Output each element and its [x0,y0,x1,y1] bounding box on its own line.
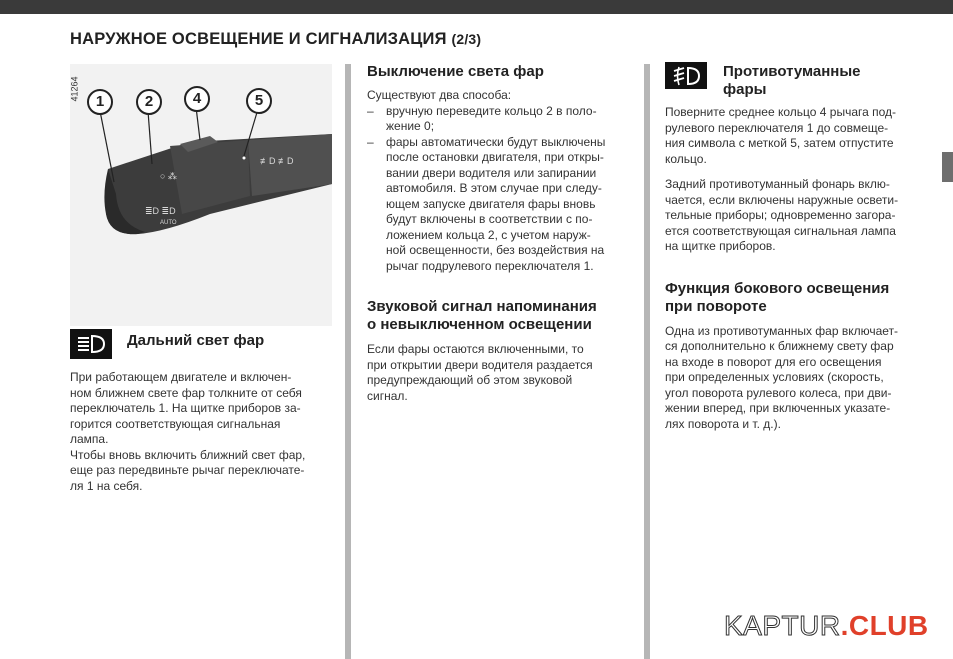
text-line: Задний противотуманный фонарь вклю- [665,177,890,191]
column-divider-1 [345,64,351,659]
svg-text:≣D ≣D: ≣D ≣D [145,206,176,216]
column-2 [367,63,629,404]
stalk-illustration [70,64,332,326]
reminder-heading [367,298,629,334]
heading-line: Функция бокового освещения [665,279,890,297]
auto-label: AUTO [160,220,177,226]
text-line: ется соответствующая сигнальная лампа [665,223,896,238]
text-line: на щитке приборов. [665,239,776,253]
text-line: еще раз передвиньте рычаг переключате- [70,463,305,477]
rear-fog-text [665,177,929,255]
text-line: ном ближнем свете фар толкните от себя [70,385,302,400]
high-beam-heading: Дальний свет фар [127,332,265,349]
text-line: тельные приборы; одновременно загора- [665,208,896,222]
section-side-tab [942,152,953,182]
reminder-text [367,342,629,404]
svg-text:○ ⁂: ○ ⁂ [160,171,177,181]
text-line: ния символа с меткой 5, затем отпустите [665,136,894,150]
text-line: при определенных условиях (скорость, [665,370,884,384]
heading-line: Звуковой сигнал напоминания [367,298,597,315]
text-line: рычаг подрулевого переключателя 1. [386,258,594,273]
high-beam-icon [70,329,112,359]
text-line: при открытии двери водителя раздается [367,357,593,372]
heading-line: Противотуманные [723,63,861,80]
text-line: на входе в поворот для его освещения [665,354,882,369]
text-line: При работающем двигателе и включен- [70,370,292,384]
cornering-heading [665,280,929,316]
list-item [367,135,629,275]
fog-light-icon [665,62,707,89]
figure-id: 41264 [70,76,80,102]
text-line: ля 1 на себя. [70,478,143,493]
text-line: – вручную переведите кольцо 2 в поло- [386,103,597,118]
text-line: жении вперед, при включенных указате- [665,401,891,415]
heading-line: фары [723,81,767,98]
heading-line: о невыключенном освещении [367,316,592,333]
text-line: – фары автоматически будут выключены [386,134,606,149]
text-line: жение 0; [386,119,435,133]
text-line: автомобиля. В этом случае при следу- [386,181,602,195]
text-line: рулевого переключателя 1 до совмеще- [665,120,889,135]
fog-lights-heading [723,63,861,99]
high-beam-text [70,370,334,494]
callout-1: 1 [87,89,113,115]
text-line: лях поворота и т. д.). [665,416,781,431]
text-line: лампа. [70,432,109,446]
watermark-part-2: .CLUB [840,610,929,641]
text-line: ющем запуске двигателя фары вновь [386,196,596,211]
text-line: Одна из противотуманных фар включает- [665,323,899,338]
heading-line: при повороте [665,297,767,315]
text-line: предупреждающий об этом звуковой [367,373,573,387]
page-title-counter: (2/3) [451,31,482,47]
text-line: вании двери водителя или запирании [386,165,597,180]
text-line: ложением кольца 2, с учетом наруж- [386,227,591,242]
text-line: чается, если включены наружные освети- [665,192,899,207]
lights-off-text [367,88,629,274]
window-top-strip [0,0,953,14]
kaptur-club-watermark [724,610,929,642]
cornering-text [665,324,929,433]
text-line: будут включены в соответствии с по- [386,212,593,226]
page-title [70,30,481,49]
text-line: после остановки двигателя, при откры- [386,150,604,164]
text-line: ся дополнительно к ближнему свету фар [665,339,894,353]
callout-2: 2 [136,89,162,115]
callout-4: 4 [184,86,210,112]
text-line: Если фары остаются включенными, то [367,342,584,356]
watermark-part-1: KAPTUR [724,610,841,641]
text-line: горится соответствующая сигнальная [70,416,281,431]
lights-off-heading: Выключение света фар [367,63,544,80]
text-line: Поверните среднее кольцо 4 рычага под- [665,105,897,119]
fog-lights-text [665,105,929,167]
text-line: угол поворота рулевого колеса, при дви- [665,385,892,400]
text-line: кольцо. [665,151,707,166]
text-line: переключатель 1. На щитке приборов за- [70,401,301,415]
text-line: ной освещенности, без воздействия на [386,243,605,257]
text-line: сигнал. [367,388,408,403]
column-divider-2 [644,64,650,659]
page-title-main: НАРУЖНОЕ ОСВЕЩЕНИЕ И СИГНАЛИЗАЦИЯ [70,30,447,48]
text-line: Чтобы вновь включить ближний свет фар, [70,447,306,462]
list-item [367,104,629,135]
callout-5: 5 [246,88,272,114]
svg-text:≢D ≢D: ≢D ≢D [260,156,294,166]
column-3 [665,105,929,432]
text-line: Существуют два способа: [367,88,512,102]
